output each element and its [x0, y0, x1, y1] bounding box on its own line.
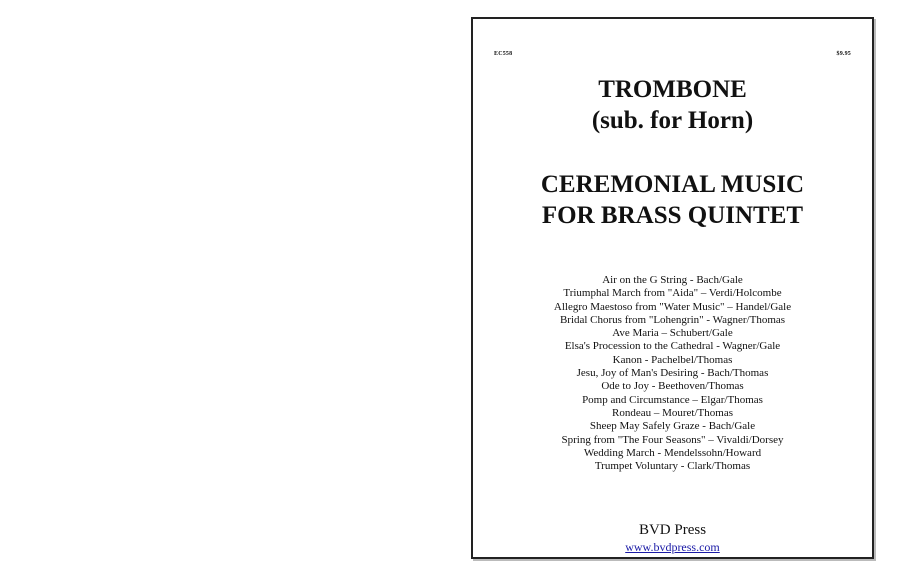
contents-item: Ave Maria – Schubert/Gale — [612, 327, 733, 340]
contents-item: Trumpet Voluntary - Clark/Thomas — [594, 460, 751, 473]
contents-item: Ode to Joy - Beethoven/Thomas — [601, 380, 744, 393]
title-line-1: CEREMONIAL MUSIC — [540, 171, 805, 198]
contents-item: Kanon - Pachelbel/Thomas — [612, 353, 733, 366]
contents-item: Pomp and Circumstance – Elgar/Thomas — [582, 393, 763, 406]
publisher-website-link[interactable]: www.bvdpress.com — [625, 540, 720, 554]
contents-item: Sheep May Safely Graze - Bach/Gale — [589, 420, 756, 433]
instrument-substitution: (sub. for Horn) — [591, 107, 754, 134]
contents-item: Spring from "The Four Seasons" – Vivaldi/Dorsey — [561, 433, 784, 446]
instrument-heading — [473, 74, 872, 136]
contents-item: Elsa's Procession to the Cathedral - Wagner/Gale — [564, 340, 781, 353]
contents-item: Triumphal March from "Aida" – Verdi/Holcombe — [563, 287, 782, 300]
instrument-name: TROMBONE — [598, 76, 747, 103]
catalog-number: EC558 — [494, 51, 513, 57]
contents-item: Allegro Maestoso from "Water Music" – Handel/Gale — [553, 300, 792, 313]
collection-title — [473, 169, 872, 231]
title-line-2: FOR BRASS QUINTET — [541, 202, 804, 229]
contents-item: Wedding March - Mendelssohn/Howard — [583, 446, 762, 459]
contents-item: Rondeau – Mouret/Thomas — [612, 406, 733, 419]
contents-item: Bridal Chorus from "Lohengrin" - Wagner/Thomas — [559, 313, 786, 326]
price: $9.95 — [836, 51, 851, 57]
contents-item: Air on the G String - Bach/Gale — [602, 274, 743, 286]
sheet-music-cover — [471, 17, 874, 559]
publisher-name: BVD Press — [638, 522, 707, 538]
contents-list — [473, 274, 872, 473]
contents-item: Jesu, Joy of Man's Desiring - Bach/Thomas — [576, 367, 769, 380]
